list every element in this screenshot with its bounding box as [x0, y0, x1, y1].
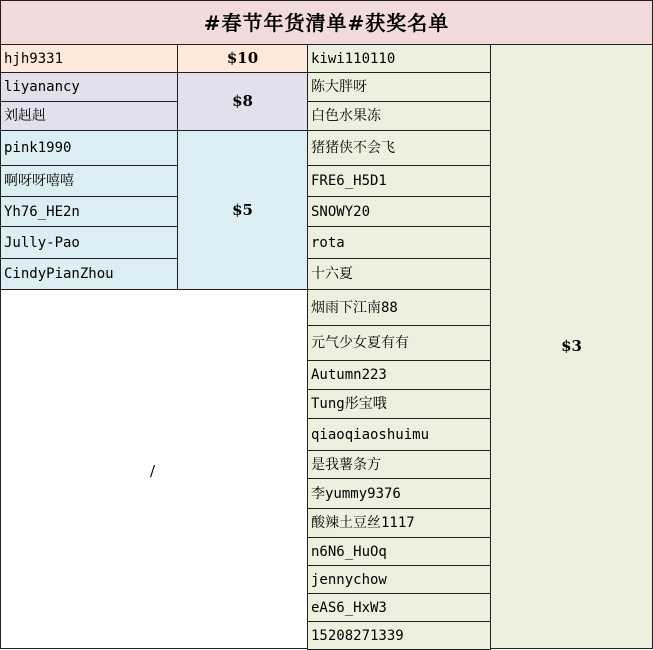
winner-cell: hjh9331 — [0, 44, 178, 73]
winner-cell: SNOWY20 — [307, 196, 491, 227]
winner-cell: 十六夏 — [307, 258, 491, 290]
prize-amount-10: $10 — [177, 44, 308, 73]
sheet-title: #春节年货清单#获奖名单 — [0, 0, 653, 45]
winner-cell: n6N6_HuOq — [307, 537, 491, 566]
winner-cell: 李yummy9376 — [307, 478, 491, 509]
prize-amount-3: $3 — [490, 44, 653, 649]
winner-cell: 刘赳赳 — [0, 101, 178, 131]
winner-cell: Yh76_HE2n — [0, 196, 178, 227]
winner-cell: rota — [307, 226, 491, 259]
winner-cell: 陈大胖呀 — [307, 72, 491, 102]
winner-cell: Autumn223 — [307, 360, 491, 390]
prize-amount-8: $8 — [177, 72, 308, 131]
winner-cell: 猪猪侠不会飞 — [307, 130, 491, 166]
winner-cell: 元气少女夏有有 — [307, 325, 491, 361]
winner-cell: jennychow — [307, 565, 491, 594]
prize-amount-5: $5 — [177, 130, 308, 290]
winner-cell: 15208271339 — [307, 621, 491, 650]
blank-mark: / — [150, 462, 156, 480]
winner-cell: 是我薯条方 — [307, 450, 491, 479]
winner-cell: 烟雨下江南88 — [307, 289, 491, 326]
winner-cell: qiaoqiaoshuimu — [307, 418, 491, 451]
winner-cell: FRE6_H5D1 — [307, 165, 491, 197]
winner-cell: Tung彤宝哦 — [307, 389, 491, 419]
winner-cell: pink1990 — [0, 130, 178, 166]
winner-cell: CindyPianZhou — [0, 258, 178, 290]
winner-cell: liyanancy — [0, 72, 178, 102]
winner-cell: eAS6_HxW3 — [307, 593, 491, 622]
winner-cell: 啊呀呀嘻嘻 — [0, 165, 178, 197]
winner-cell: Jully-Pao — [0, 226, 178, 259]
winner-cell: 白色水果冻 — [307, 101, 491, 131]
winner-cell: kiwi110110 — [307, 44, 491, 73]
winner-cell: 酸辣土豆丝1117 — [307, 508, 491, 538]
